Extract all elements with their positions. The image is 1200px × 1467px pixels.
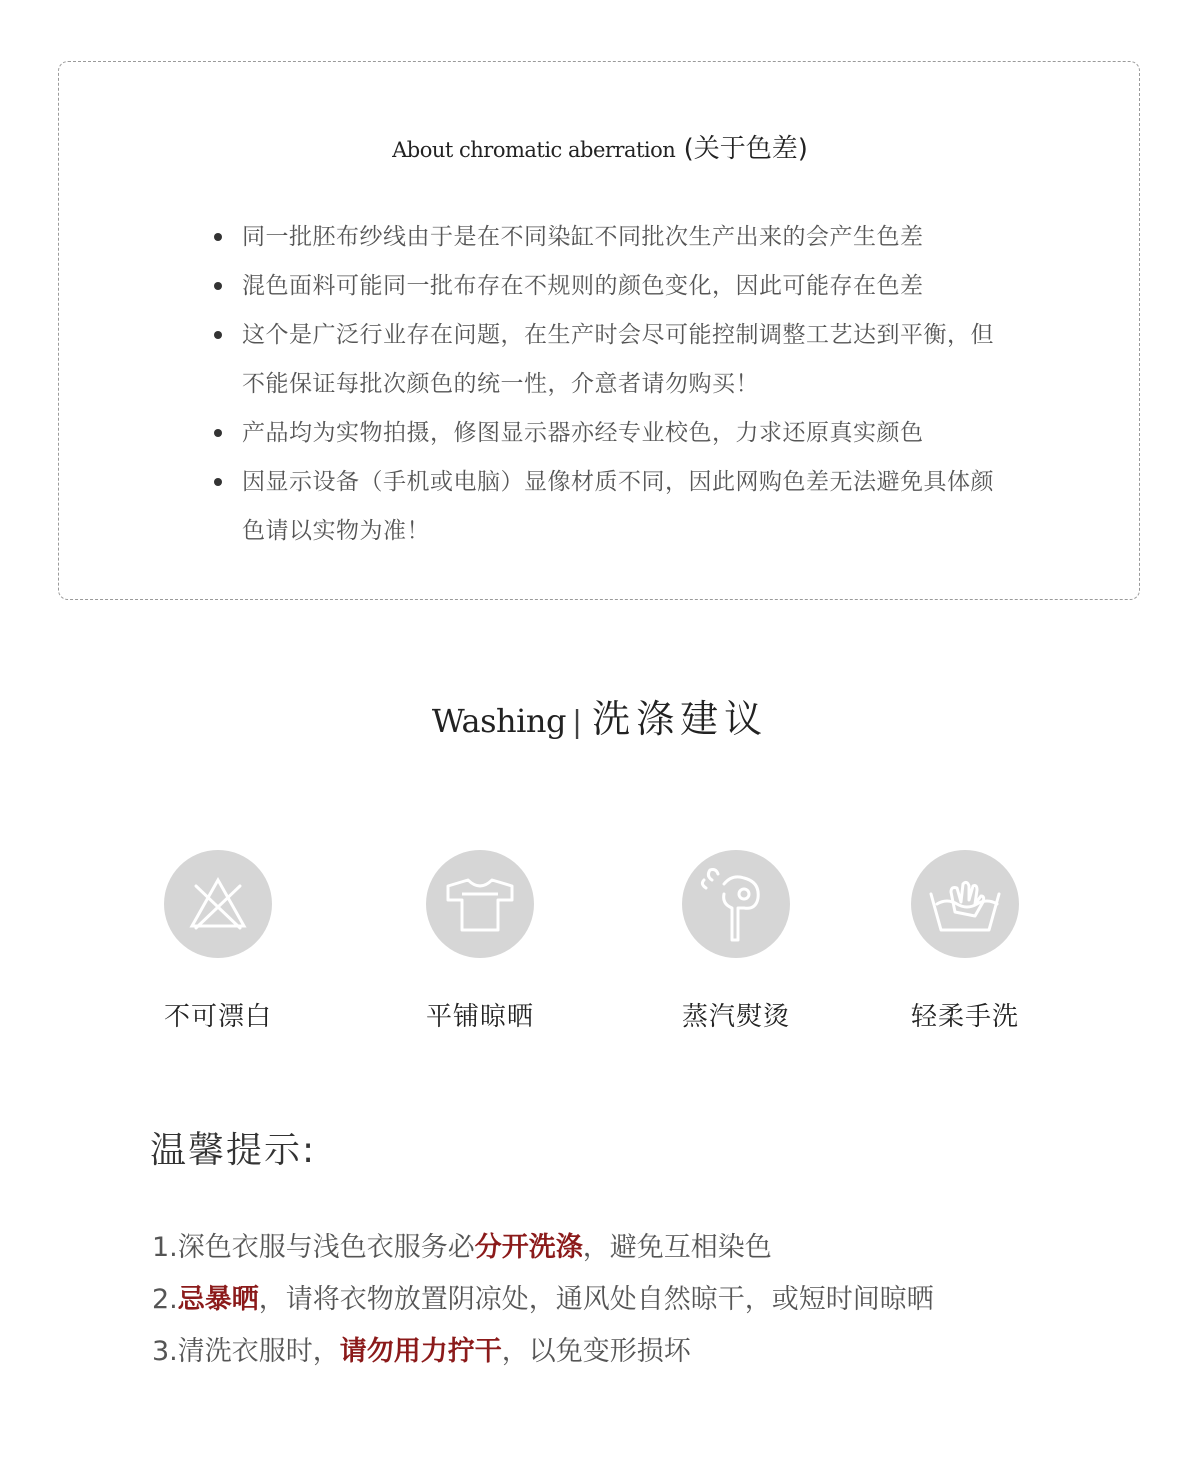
tip-highlight: 忌暴晒 — [177, 1284, 259, 1315]
bullet-item: 产品均为实物拍摄，修图显示器亦经专业校色，力求还原真实颜色 — [212, 409, 1002, 458]
tip-text: ，避免互相染色 — [582, 1232, 772, 1263]
tips-list — [152, 1222, 934, 1378]
tip-item — [152, 1326, 934, 1378]
bullet-item: 混色面料可能同一批布存在不规则的颜色变化，因此可能存在色差 — [212, 262, 1002, 311]
tip-text: 3.清洗衣服时， — [152, 1336, 340, 1367]
tip-text: 1.深色衣服与浅色衣服务必 — [152, 1232, 475, 1263]
washing-title-separator: | — [571, 705, 583, 740]
care-label: 平铺晾晒 — [425, 1002, 534, 1032]
washing-title-zh: 洗涤建议 — [592, 697, 769, 741]
dry-flat-icon — [426, 850, 534, 958]
care-label: 蒸汽熨烫 — [681, 1002, 790, 1032]
washing-title — [0, 688, 1200, 743]
care-label: 轻柔手洗 — [910, 1002, 1019, 1032]
tip-text: 2. — [152, 1284, 178, 1315]
care-item-steam-iron — [656, 850, 816, 1033]
tip-item — [152, 1274, 934, 1326]
steam-iron-icon — [682, 850, 790, 958]
care-item-dry-flat — [400, 850, 560, 1033]
bullet-item: 因显示设备（手机或电脑）显像材质不同，因此网购色差无法避免具体颜色请以实物为准！ — [212, 458, 1002, 556]
bullet-item: 同一批胚布纱线由于是在不同染缸不同批次生产出来的会产生色差 — [212, 213, 1002, 262]
care-item-no-bleach — [138, 850, 298, 1033]
tips-title: 温馨提示: — [150, 1130, 317, 1171]
chromatic-title-zh: (关于色差) — [683, 134, 808, 164]
no-bleach-icon — [164, 850, 272, 958]
bullet-item: 这个是广泛行业存在问题，在生产时会尽可能控制调整工艺达到平衡，但不能保证每批次颜色的统一性，介意者请勿购买！ — [212, 311, 1002, 409]
chromatic-bullet-list — [212, 213, 1002, 556]
hand-wash-icon — [911, 850, 1019, 958]
care-item-hand-wash — [885, 850, 1045, 1033]
tip-text: ，请将衣物放置阴凉处，通风处自然晾干，或短时间晾晒 — [258, 1284, 934, 1315]
chromatic-title — [0, 128, 1200, 165]
tip-item — [152, 1222, 934, 1274]
care-label: 不可漂白 — [163, 1002, 272, 1032]
tip-highlight: 请勿用力拧干 — [339, 1336, 502, 1367]
washing-title-en: Washing — [431, 702, 566, 740]
chromatic-title-en: About chromatic aberration — [392, 138, 676, 162]
tip-text: ，以免变形损坏 — [501, 1336, 691, 1367]
tip-highlight: 分开洗涤 — [474, 1232, 583, 1263]
